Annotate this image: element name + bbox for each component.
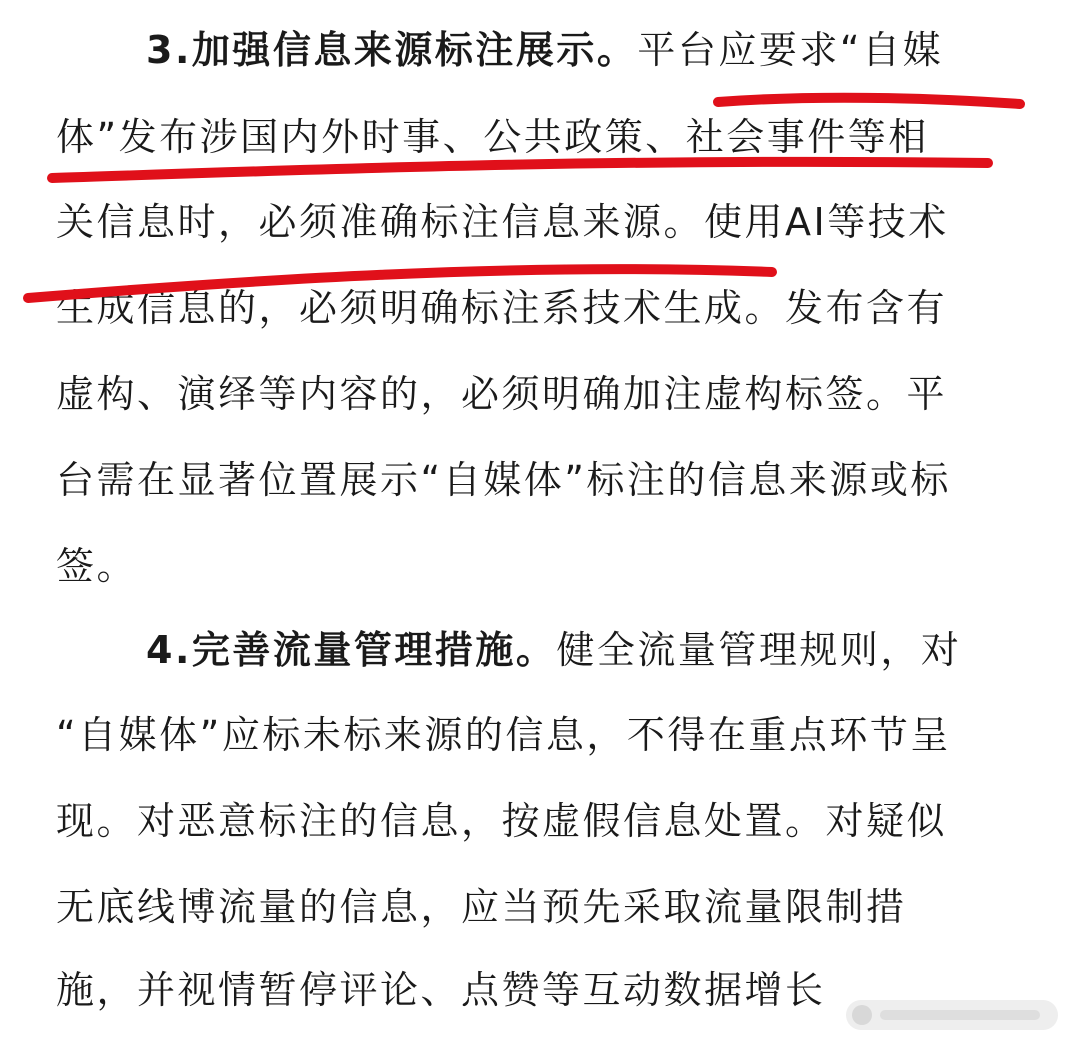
paragraph-3-line-2: 体”发布涉国内外时事、公共政策、社会事件等相 — [56, 115, 929, 159]
paragraph-4-line-1 — [146, 628, 1024, 672]
watermark-badge — [846, 1000, 1058, 1030]
paragraph-4-line-4: 无底线博流量的信息，应当预先采取流量限制措 — [56, 885, 907, 929]
paragraph-4-line-3: 现。对恶意标注的信息，按虚假信息处置。对疑似 — [56, 799, 948, 843]
red-underline-2 — [52, 162, 988, 178]
watermark-text-blur — [880, 1010, 1040, 1020]
paragraph-4-line-1-text: 健全流量管理规则，对 — [556, 628, 962, 672]
red-underline-1 — [718, 98, 1020, 104]
paragraph-3-heading: 3.加强信息来源标注展示。 — [146, 28, 638, 72]
watermark-avatar-icon — [852, 1005, 872, 1025]
paragraph-3-line-3: 关信息时，必须准确标注信息来源。使用AI等技术 — [56, 200, 949, 244]
paragraph-3-line-6: 台需在显著位置展示“自媒体”标注的信息来源或标 — [56, 458, 951, 502]
paragraph-3-line-4: 生成信息的，必须明确标注系技术生成。发布含有 — [56, 286, 948, 330]
paragraph-3-line-7: 签。 — [56, 544, 138, 588]
paragraph-3-line-5: 虚构、演绎等内容的，必须明确加注虚构标签。平 — [56, 372, 948, 416]
paragraph-4-heading: 4.完善流量管理措施。 — [146, 628, 557, 672]
paragraph-3-line-1 — [146, 28, 1024, 72]
paragraph-4-line-2: “自媒体”应标未标来源的信息，不得在重点环节呈 — [56, 713, 951, 757]
paragraph-4-line-5: 施，并视情暂停评论、点赞等互动数据增长 — [56, 968, 826, 1012]
paragraph-3-line-1-text: 平台应要求“自媒 — [637, 28, 944, 72]
